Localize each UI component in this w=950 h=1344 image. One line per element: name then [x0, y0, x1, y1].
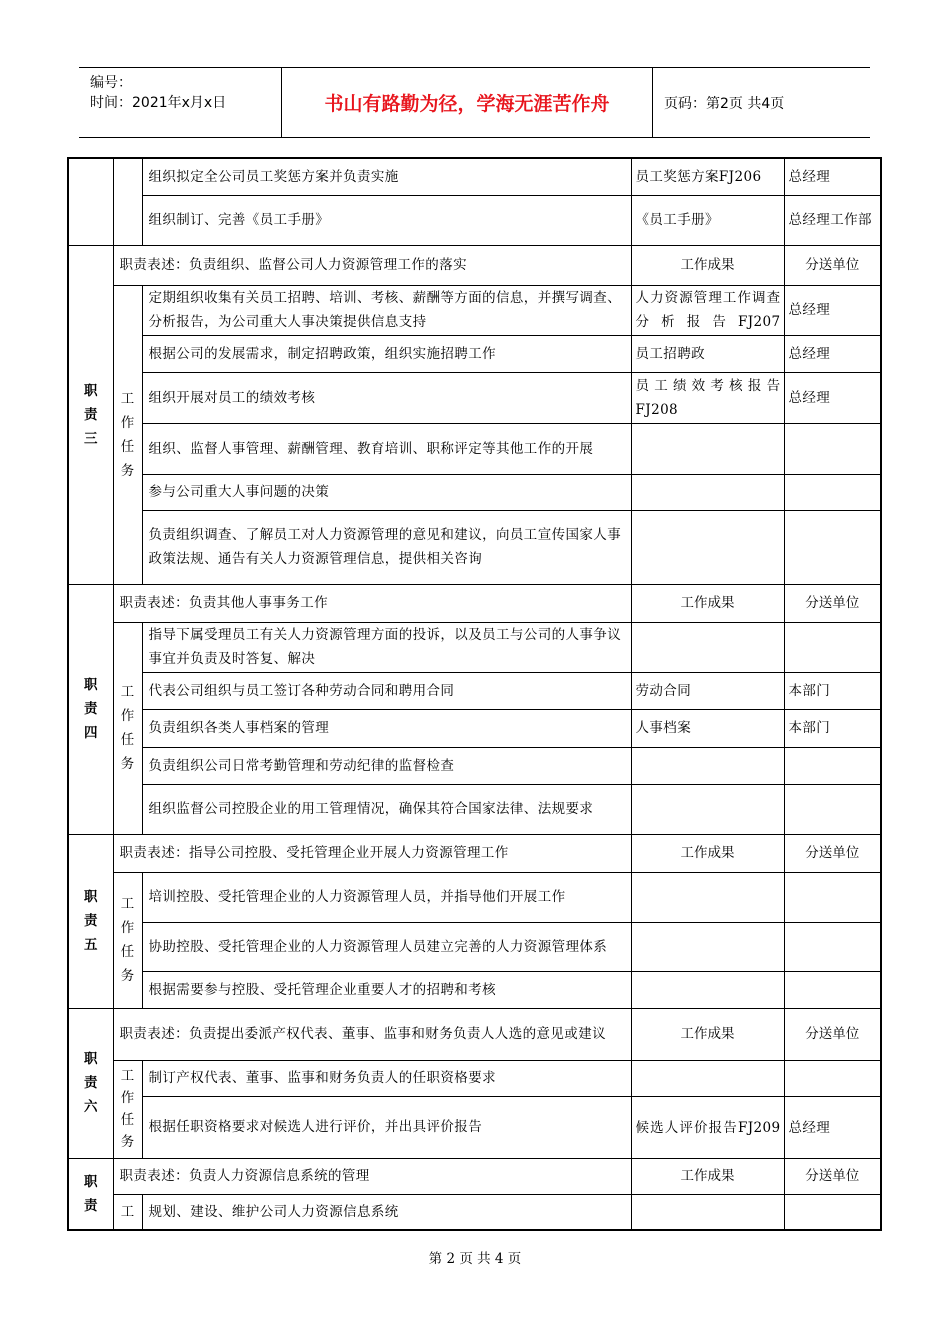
task-cell: 负责组织各类人事档案的管理	[142, 709, 631, 747]
table-row	[68, 158, 881, 195]
result-cell: 《员工手册》	[631, 195, 784, 245]
table-row	[68, 372, 881, 423]
result-cell	[631, 922, 784, 971]
table-row	[68, 335, 881, 372]
result-cell: 劳动合同	[631, 672, 784, 709]
col-header-result: 工作成果	[631, 834, 784, 872]
task-label	[113, 285, 142, 584]
result-cell	[631, 423, 784, 474]
task-label-cell	[113, 158, 142, 245]
task-cell: 根据任职资格要求对候选人进行评价，并出具评价报告	[142, 1096, 631, 1158]
dept-cell	[784, 1194, 881, 1230]
duty-label	[68, 584, 113, 834]
result-cell	[631, 1194, 784, 1230]
time-label: 时间：2021年x月x日	[90, 95, 227, 111]
result-cell	[631, 1060, 784, 1096]
task-cell: 负责组织调查、了解员工对人力资源管理的意见和建议，向员工宣传国家人事政策法规、通告有关人力资源管理信息，提供相关咨询	[142, 510, 631, 584]
result-cell: 员工绩效考核报告FJ208	[631, 372, 784, 423]
result-cell	[631, 474, 784, 510]
dept-cell: 总经理工作部	[784, 195, 881, 245]
result-cell	[631, 872, 784, 922]
dept-cell: 总经理	[784, 372, 881, 423]
task-cell: 根据公司的发展需求，制定招聘政策，组织实施招聘工作	[142, 335, 631, 372]
dept-cell	[784, 872, 881, 922]
col-header-dept: 分送单位	[784, 1158, 881, 1194]
duty-label-text: 职责五	[84, 889, 98, 953]
task-cell: 协助控股、受托管理企业的人力资源管理人员建立完善的人力资源管理体系	[142, 922, 631, 971]
table-row	[68, 1060, 881, 1096]
duty-header-row	[68, 1008, 881, 1060]
duty-header-row	[68, 1158, 881, 1194]
task-label-text: 工作任务	[120, 390, 135, 479]
result-cell	[631, 971, 784, 1008]
duty-label	[68, 245, 113, 584]
result-cell: 候选人评价报告FJ209	[631, 1096, 784, 1158]
task-label-text: 工作任务	[120, 1067, 135, 1150]
task-cell: 组织开展对员工的绩效考核	[142, 372, 631, 423]
result-cell: 人事档案	[631, 709, 784, 747]
table-row	[68, 922, 881, 971]
col-header-result: 工作成果	[631, 1158, 784, 1194]
result-cell	[631, 510, 784, 584]
col-header-result: 工作成果	[631, 1008, 784, 1060]
dept-cell: 总经理	[784, 285, 881, 335]
table-row	[68, 872, 881, 922]
page-number-label: 页码：第2页 共4页	[664, 95, 785, 112]
duty-desc: 职责表述：负责其他人事事务工作	[113, 584, 631, 622]
table-row	[68, 971, 881, 1008]
task-label	[113, 872, 142, 1008]
table-row	[68, 195, 881, 245]
col-header-dept: 分送单位	[784, 584, 881, 622]
task-cell: 培训控股、受托管理企业的人力资源管理人员，并指导他们开展工作	[142, 872, 631, 922]
duty-header-row	[68, 834, 881, 872]
task-cell: 负责组织公司日常考勤管理和劳动纪律的监督检查	[142, 747, 631, 784]
task-label: 工	[113, 1194, 142, 1230]
task-cell: 代表公司组织与员工签订各种劳动合同和聘用合同	[142, 672, 631, 709]
result-cell: 人力资源管理工作调查分析报告FJ207	[631, 285, 784, 335]
task-cell: 组织监督公司控股企业的用工管理情况，确保其符合国家法律、法规要求	[142, 784, 631, 834]
dept-cell: 总经理	[784, 335, 881, 372]
result-cell	[631, 747, 784, 784]
table-row	[68, 510, 881, 584]
result-cell: 员工招聘政	[631, 335, 784, 372]
dept-cell: 本部门	[784, 672, 881, 709]
task-cell: 指导下属受理员工有关人力资源管理方面的投诉，以及员工与公司的人事争议事宜并负责及时答复、解决	[142, 622, 631, 672]
table-row	[68, 1194, 881, 1230]
duty-label	[68, 834, 113, 1008]
task-cell: 参与公司重大人事问题的决策	[142, 474, 631, 510]
col-header-dept: 分送单位	[784, 1008, 881, 1060]
duty-label-cell	[68, 158, 113, 245]
table-row	[68, 474, 881, 510]
col-header-dept: 分送单位	[784, 834, 881, 872]
task-cell: 根据需要参与控股、受托管理企业重要人才的招聘和考核	[142, 971, 631, 1008]
result-cell	[631, 784, 784, 834]
task-label	[113, 622, 142, 834]
duty-desc: 职责表述：指导公司控股、受托管理企业开展人力资源管理工作	[113, 834, 631, 872]
duty-label	[68, 1008, 113, 1158]
duty-desc: 职责表述：负责人力资源信息系统的管理	[113, 1158, 631, 1194]
result-cell	[631, 622, 784, 672]
table-row	[68, 423, 881, 474]
duty-label-text: 职责三	[84, 382, 98, 447]
duty-label	[68, 1158, 113, 1230]
table-row	[68, 285, 881, 335]
task-cell: 组织、监督人事管理、薪酬管理、教育培训、职称评定等其他工作的开展	[142, 423, 631, 474]
table-row	[68, 747, 881, 784]
table-row	[68, 1096, 881, 1158]
code-label: 编号：	[90, 75, 132, 91]
page-header	[79, 67, 870, 138]
dept-cell	[784, 622, 881, 672]
table-row	[68, 709, 881, 747]
duty-label-text: 职责四	[84, 677, 98, 741]
task-label-text: 工作任务	[120, 684, 135, 772]
dept-cell	[784, 971, 881, 1008]
page-footer: 第 2 页 共 4 页	[428, 1251, 522, 1267]
task-cell: 组织拟定全公司员工奖惩方案并负责实施	[142, 158, 631, 195]
dept-cell	[784, 1060, 881, 1096]
table-row	[68, 672, 881, 709]
duty-label-text: 职责	[84, 1173, 98, 1214]
duty-desc: 职责表述：负责提出委派产权代表、董事、监事和财务负责人人选的意见或建议	[113, 1008, 631, 1060]
duty-desc: 职责表述：负责组织、监督公司人力资源管理工作的落实	[113, 245, 631, 285]
dept-cell	[784, 922, 881, 971]
dept-cell	[784, 747, 881, 784]
col-header-result: 工作成果	[631, 245, 784, 285]
col-header-result: 工作成果	[631, 584, 784, 622]
header-meta	[79, 68, 282, 137]
task-label	[113, 1060, 142, 1158]
duty-table	[67, 157, 882, 1231]
task-cell: 制订产权代表、董事、监事和财务负责人的任职资格要求	[142, 1060, 631, 1096]
motto: 书山有路勤为径，学海无涯苦作舟	[282, 68, 653, 137]
dept-cell	[784, 784, 881, 834]
dept-cell: 总经理	[784, 158, 881, 195]
dept-cell	[784, 423, 881, 474]
task-label-text: 工作任务	[120, 896, 135, 984]
task-cell: 组织制订、完善《员工手册》	[142, 195, 631, 245]
duty-header-row	[68, 245, 881, 285]
dept-cell: 本部门	[784, 709, 881, 747]
task-cell: 规划、建设、维护公司人力资源信息系统	[142, 1194, 631, 1230]
table-row	[68, 622, 881, 672]
task-cell: 定期组织收集有关员工招聘、培训、考核、薪酬等方面的信息，并撰写调查、分析报告，为公司重大人事决策提供信息支持	[142, 285, 631, 335]
dept-cell	[784, 474, 881, 510]
duty-label-text: 职责六	[84, 1051, 98, 1115]
dept-cell: 总经理	[784, 1096, 881, 1158]
table-row	[68, 784, 881, 834]
result-cell: 员工奖惩方案FJ206	[631, 158, 784, 195]
col-header-dept: 分送单位	[784, 245, 881, 285]
dept-cell	[784, 510, 881, 584]
duty-header-row	[68, 584, 881, 622]
